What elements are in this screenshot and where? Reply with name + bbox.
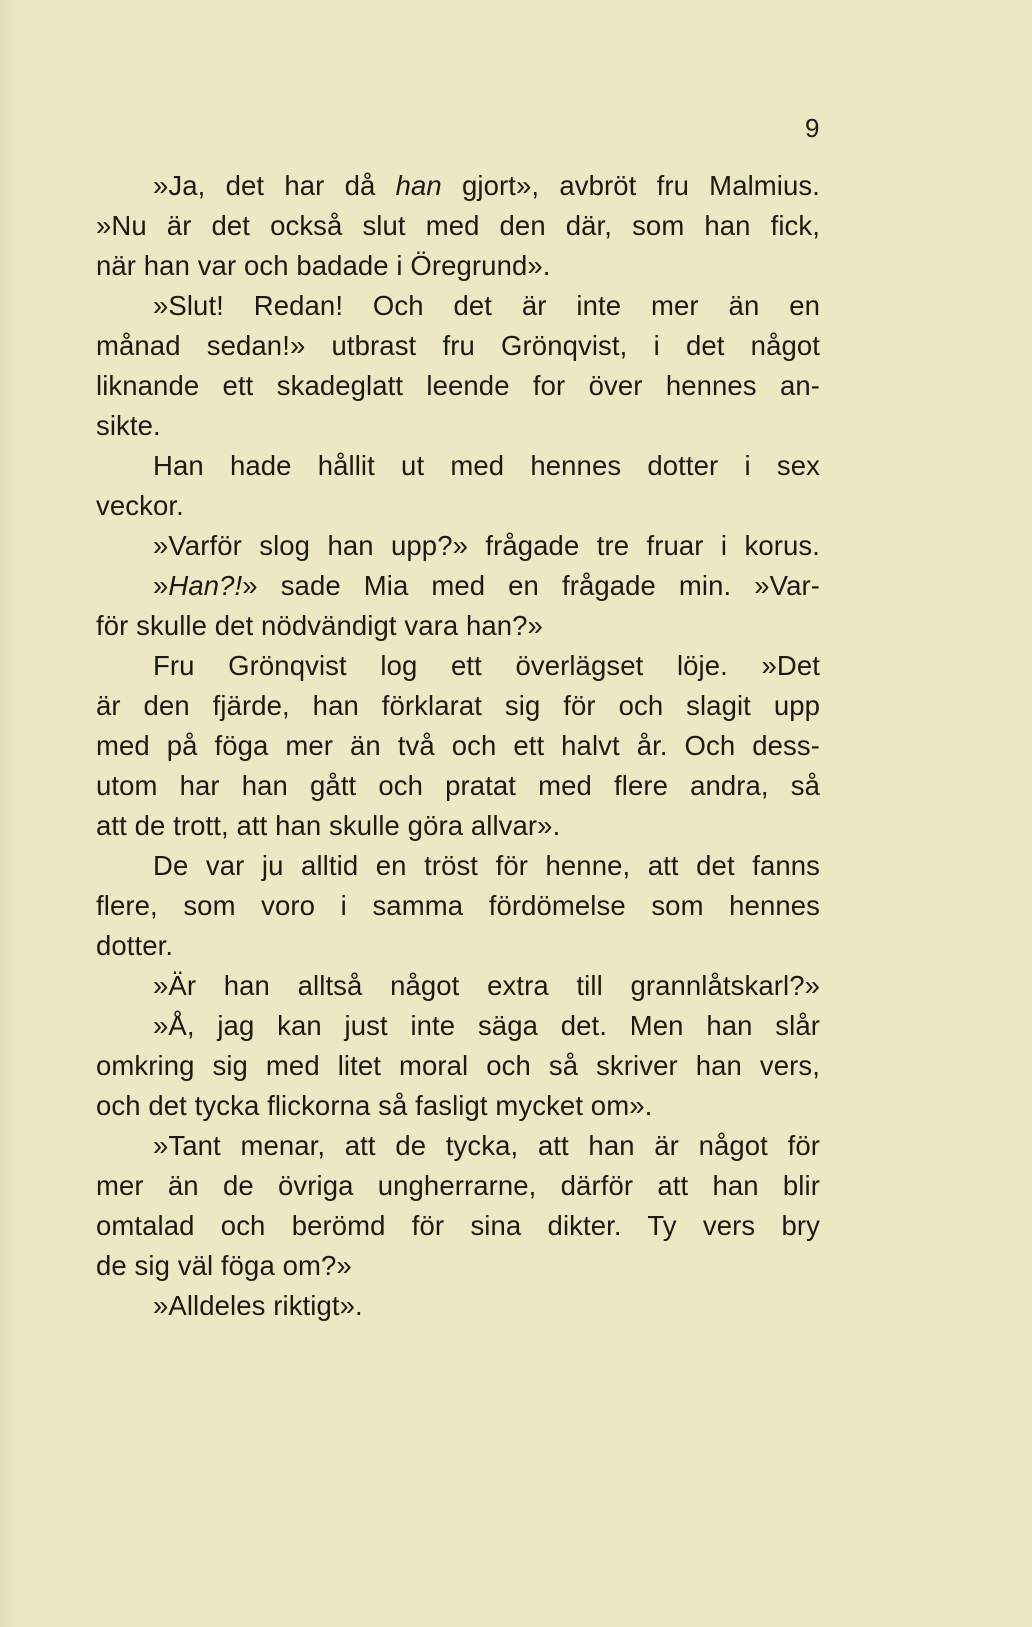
text-line-content: »Varför slog han upp?» frågade tre fruar i korus. [153,530,820,561]
text-line-content: för skulle det nödvändigt vara han?» [96,610,543,641]
text-line-content: omtalad och berömd för sina dikter. Ty vers bry [96,1210,820,1241]
text-line-content: utom har han gått och pratat med flere andra, så [96,770,820,801]
text-line-content: »Å, jag kan just inte säga det. Men han slår [153,1010,820,1041]
text-line [96,1286,820,1326]
text-line [96,926,820,966]
text-line-content: när han var och badade i Öregrund». [96,250,551,281]
emphasis: Han?! [168,570,243,601]
text-line-content: med på föga mer än två och ett halvt år. Och dess- [96,730,820,761]
text-line [96,766,820,806]
emphasis: han [375,170,462,201]
text-line [96,1086,820,1126]
text-line [96,446,820,486]
text-line-content: »Slut! Redan! Och det är inte mer än en [153,290,820,321]
text-line-content: De var ju alltid en tröst för henne, att det fanns [153,850,820,881]
text-line-content: »Tant menar, att de tycka, att han är något för [153,1130,820,1161]
text-line-content: att de trott, att han skulle göra allvar». [96,810,561,841]
page-number: 9 [805,113,820,143]
text-line-content: flere, som voro i samma fördömelse som hennes [96,890,820,921]
text-line-content: är den fjärde, han förklarat sig för och slagit upp [96,690,820,721]
page-text [96,166,820,1326]
text-line [96,246,820,286]
text-line [96,366,820,406]
text-line [96,1126,820,1166]
text-line [96,806,820,846]
text-line-content: »Ja, det har då han gjort», avbröt fru Malmius. [153,170,821,201]
text-line [96,846,820,886]
text-line-content: mer än de övriga ungherrarne, därför att han blir [96,1170,820,1201]
text-line [96,206,820,246]
text-line [96,326,820,366]
text-line [96,406,820,446]
text-line [96,526,820,566]
text-line [96,1006,820,1046]
text-line [96,686,820,726]
text-line-content: veckor. [96,490,184,521]
text-line-content: månad sedan!» utbrast fru Grönqvist, i det något [96,330,820,361]
text-line-content: »Är han alltså något extra till grannlåtskarl?» [153,970,820,1001]
text-line-content: och det tycka flickorna så fasligt mycket om». [96,1090,653,1121]
text-line [96,1046,820,1086]
text-line-content: de sig väl föga om?» [96,1250,352,1281]
text-line [96,886,820,926]
text-line-content: liknande ett skadeglatt leende for över hennes an- [96,370,820,401]
text-line-content: sikte. [96,410,161,441]
text-line [96,726,820,766]
text-line-content: »Han?!» sade Mia med en frågade min. »Var- [153,570,820,601]
text-line [96,646,820,686]
text-line-content: Fru Grönqvist log ett överlägset löje. »Det [153,650,820,681]
text-line [96,966,820,1006]
text-line [96,486,820,526]
text-line-content: Han hade hållit ut med hennes dotter i sex [153,450,820,481]
text-line [96,1166,820,1206]
text-line-content: »Alldeles riktigt». [153,1290,363,1321]
text-line [96,606,820,646]
text-line-content: omkring sig med litet moral och så skriver han vers, [96,1050,820,1081]
text-line-content: »Nu är det också slut med den där, som han fick, [96,210,820,241]
text-line-content: dotter. [96,930,174,961]
text-line [96,1206,820,1246]
text-line [96,566,820,606]
text-line [96,1246,820,1286]
text-line [96,286,820,326]
text-line [96,166,820,206]
